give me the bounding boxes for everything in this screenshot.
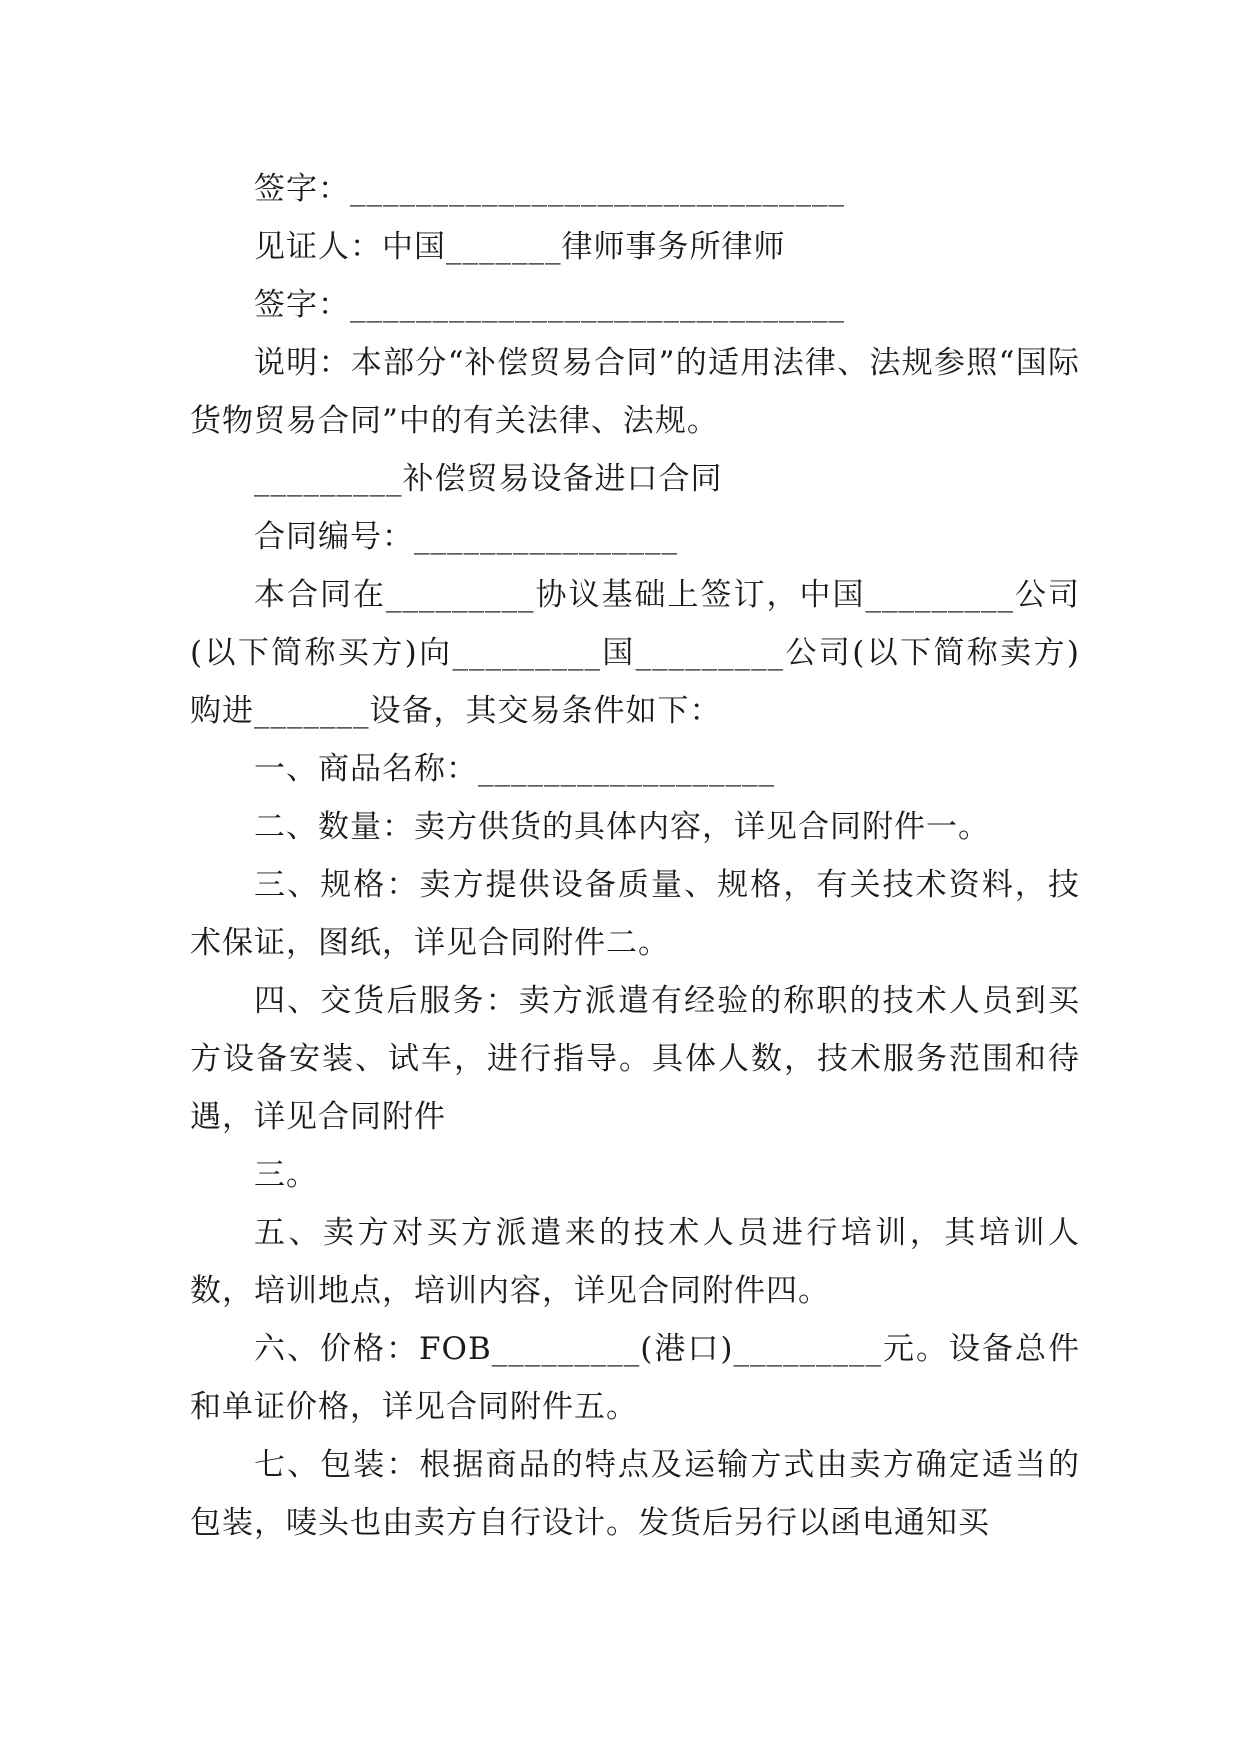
clause-3-specification: 三、规格：卖方提供设备质量、规格，有关技术资料，技术保证，图纸，详见合同附件二。 [190, 867, 1080, 961]
witness-signature-line: 签字：______________________________ [254, 287, 845, 323]
seller-signature-line: 签字：______________________________ [254, 171, 845, 207]
clause-4-continuation: 三。 [254, 1157, 318, 1193]
contract-title: _________补偿贸易设备进口合同 [254, 461, 723, 497]
document-body [190, 160, 1080, 1552]
clause-7-packing: 七、包装：根据商品的特点及运输方式由卖方确定适当的包装，唛头也由卖方自行设计。发货后另行以函电通知买 [190, 1447, 1080, 1541]
clause-1-product-name: 一、商品名称：__________________ [254, 751, 775, 787]
clause-2-quantity: 二、数量：卖方供货的具体内容，详见合同附件一。 [254, 809, 990, 845]
contract-intro-paragraph: 本合同在_________协议基础上签订，中国_________公司(以下简称买方)向_________国_________公司(以下简称卖方)购进_______设备，其交易条件如下： [190, 577, 1080, 729]
explanation-paragraph: 说明：本部分“补偿贸易合同”的适用法律、法规参照“国际货物贸易合同”中的有关法律、法规。 [190, 345, 1080, 439]
clause-4-after-delivery-service: 四、交货后服务：卖方派遣有经验的称职的技术人员到买方设备安装、试车，进行指导。具体人数，技术服务范围和待遇，详见合同附件 [190, 983, 1080, 1135]
witness-line: 见证人：中国_______律师事务所律师 [254, 229, 786, 265]
clause-6-price: 六、价格：FOB_________(港口)_________元。设备总件和单证价格，详见合同附件五。 [190, 1331, 1080, 1425]
clause-5-training: 五、卖方对买方派遣来的技术人员进行培训，其培训人数，培训地点，培训内容，详见合同附件四。 [190, 1215, 1080, 1309]
contract-number-line: 合同编号：________________ [254, 519, 678, 555]
